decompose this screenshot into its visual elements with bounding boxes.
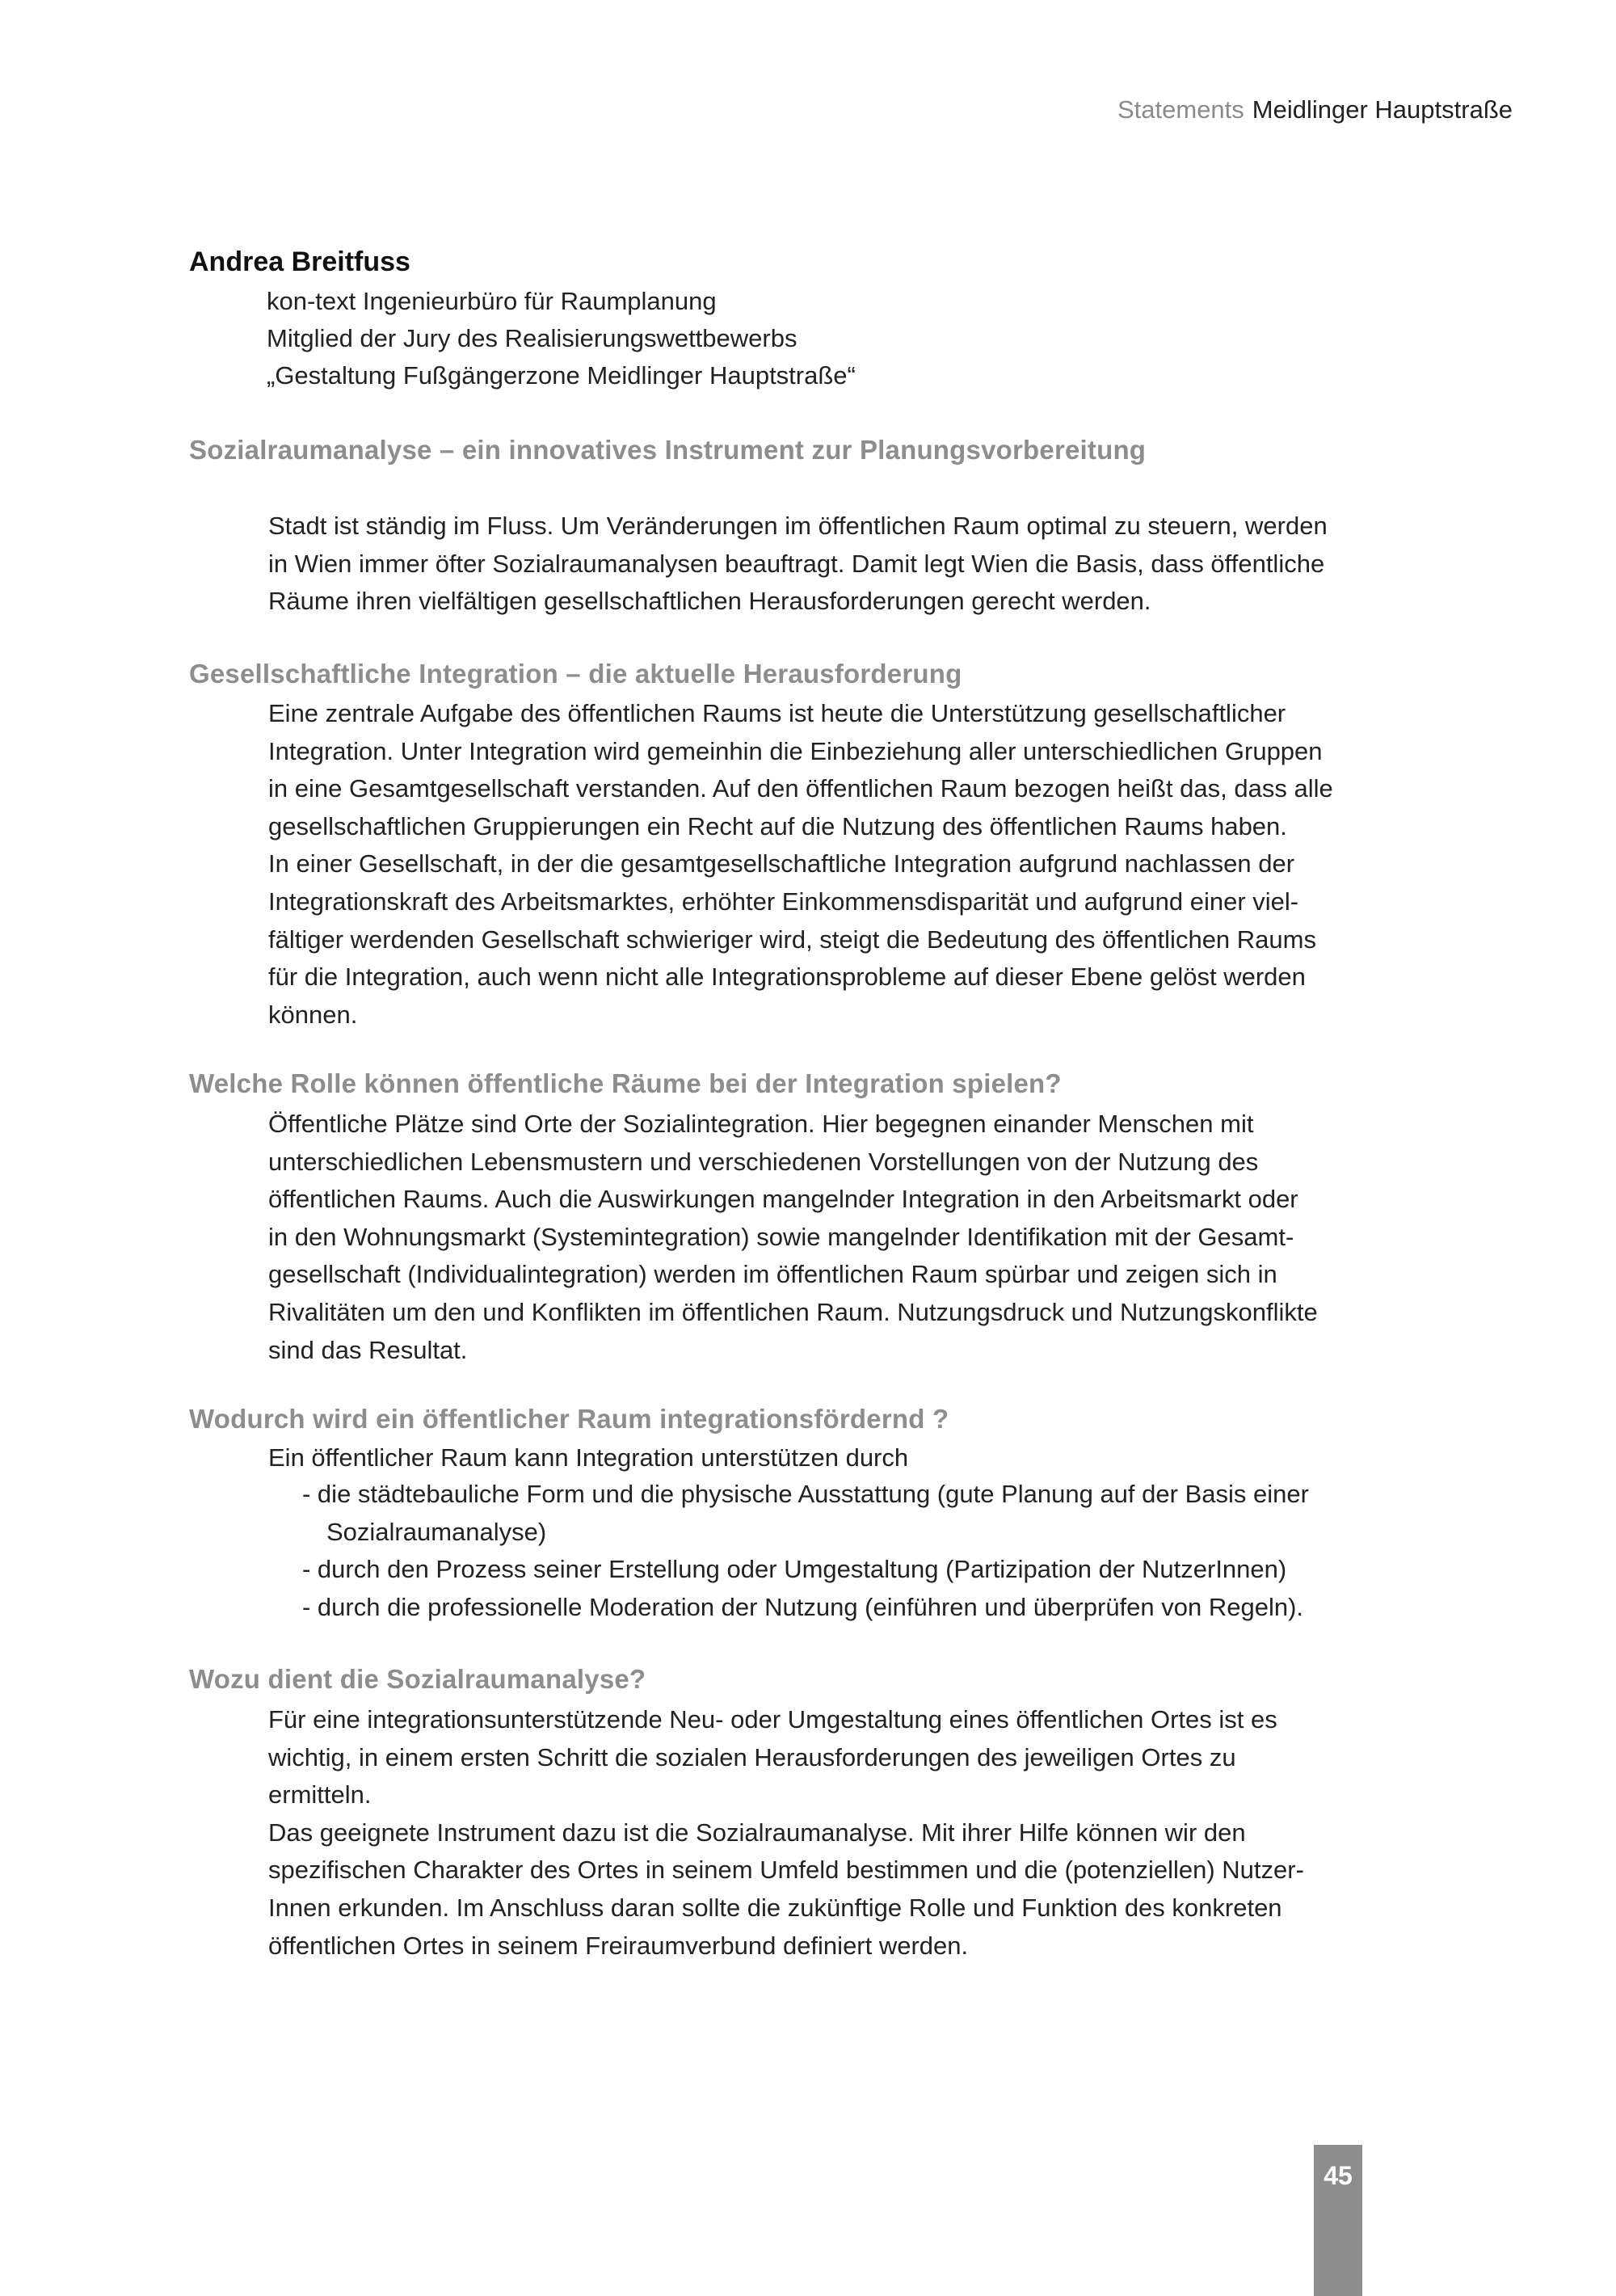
author-name: Andrea Breitfuss: [189, 246, 410, 277]
text-line: Stadt ist ständig im Fluss. Um Veränderungen im öffentlichen Raum optimal zu steuern, werden: [268, 512, 1328, 540]
text-line: Integrationskraft des Arbeitsmarktes, erhöhter Einkommensdisparität und aufgrund einer viel-: [268, 887, 1299, 916]
section-paragraph: [268, 1701, 1383, 1965]
section-paragraph: [268, 1439, 1383, 1477]
text-line: für die Integration, auch wenn nicht alle Integrationsprobleme auf dieser Ebene gelöst werden: [268, 963, 1306, 992]
text-line: Ein öffentlicher Raum kann Integration unterstützen durch: [268, 1443, 909, 1472]
page-number-tab: [1314, 2145, 1362, 2296]
affiliation-line: „Gestaltung Fußgängerzone Meidlinger Hauptstraße“: [267, 361, 856, 390]
section-heading: Gesellschaftliche Integration – die aktuelle Herausforderung: [189, 659, 962, 689]
text-line: Eine zentrale Aufgabe des öffentlichen Raums ist heute die Unterstützung gesellschaftlicher: [268, 699, 1286, 727]
text-line: in Wien immer öfter Sozialraumanalysen beauftragt. Damit legt Wien die Basis, dass öffentliche: [268, 549, 1325, 578]
bullet-item: - die städtebauliche Form und die physische Ausstattung (gute Planung auf der Basis einer: [302, 1480, 1309, 1508]
bullet-item: - durch den Prozess seiner Erstellung oder Umgestaltung (Partizipation der NutzerInnen): [302, 1555, 1287, 1584]
bullet-list: [302, 1476, 1309, 1626]
section-heading: Sozialraumanalyse – ein innovatives Instrument zur Planungsvorbereitung: [189, 435, 1147, 465]
text-line: Integration. Unter Integration wird gemeinhin die Einbeziehung aller unterschiedlichen Gruppen: [268, 736, 1323, 765]
text-line: Für eine integrationsunterstützende Neu- oder Umgestaltung eines öffentlichen Ortes ist es: [268, 1705, 1277, 1734]
text-line: spezifischen Charakter des Ortes in seinem Umfeld bestimmen und die (potenziellen) Nutzer-: [268, 1856, 1304, 1885]
text-line: Rivalitäten um den und Konflikten im öffentlichen Raum. Nutzungsdruck und Nutzungskonflikte: [268, 1297, 1318, 1326]
running-head: [1117, 95, 1513, 124]
text-line: in den Wohnungsmarkt (Systemintegration) sowie mangelnder Identifikation mit der Gesamt-: [268, 1222, 1294, 1251]
text-line: öffentlichen Raums. Auch die Auswirkungen mangelnder Integration in den Arbeitsmarkt oder: [268, 1185, 1298, 1214]
text-line: ermitteln.: [268, 1780, 372, 1809]
text-line: können.: [268, 1000, 358, 1029]
running-head-title: Meidlinger Hauptstraße: [1252, 95, 1513, 124]
text-line: Räume ihren vielfältigen gesellschaftlichen Herausforderungen gerecht werden.: [268, 587, 1151, 616]
bullet-item: - durch die professionelle Moderation der Nutzung (einführen und überprüfen von Regeln).: [302, 1592, 1304, 1621]
text-line: gesellschaft (Individualintegration) werden im öffentlichen Raum spürbar und zeigen sich in: [268, 1260, 1277, 1289]
section-heading: Wodurch wird ein öffentlicher Raum integrationsfördernd ?: [189, 1404, 949, 1434]
text-line: sind das Resultat.: [268, 1335, 468, 1364]
section-paragraph: [268, 508, 1383, 621]
text-line: unterschiedlichen Lebensmustern und verschiedenen Vorstellungen von der Nutzung des: [268, 1147, 1259, 1176]
text-line: gesellschaftlichen Gruppierungen ein Recht auf die Nutzung des öffentlichen Raums haben.: [268, 811, 1287, 840]
section-heading: Wozu dient die Sozialraumanalyse?: [189, 1664, 646, 1694]
text-line: In einer Gesellschaft, in der die gesamtgesellschaftliche Integration aufgrund nachlassen der: [268, 849, 1295, 878]
section-paragraph: [268, 695, 1383, 1034]
author-affiliation: [267, 283, 856, 394]
text-line: Öffentliche Plätze sind Orte der Sozialintegration. Hier begegnen einander Menschen mit: [268, 1110, 1254, 1138]
bullet-item-continuation: Sozialraumanalyse): [326, 1517, 547, 1546]
text-line: öffentlichen Ortes in seinem Freiraumverbund definiert werden.: [268, 1931, 969, 1960]
text-line: fältiger werdenden Gesellschaft schwieriger wird, steigt die Bedeutung des öffentlichen Raums: [268, 925, 1316, 954]
affiliation-line: kon-text Ingenieurbüro für Raumplanung: [267, 287, 717, 315]
section-heading: Welche Rolle können öffentliche Räume bei der Integration spielen?: [189, 1068, 1062, 1098]
text-line: in eine Gesamtgesellschaft verstanden. Auf den öffentlichen Raum bezogen heißt das, dass alle: [268, 774, 1333, 803]
page-number: 45: [1324, 2161, 1353, 2190]
text-line: Innen erkunden. Im Anschluss daran sollte die zukünftige Rolle und Funktion des konkreten: [268, 1893, 1282, 1922]
text-line: wichtig, in einem ersten Schritt die sozialen Herausforderungen des jeweiligen Ortes zu: [268, 1742, 1236, 1772]
running-head-section: Statements: [1117, 95, 1244, 124]
text-line: Das geeignete Instrument dazu ist die Sozialraumanalyse. Mit ihrer Hilfe können wir den: [268, 1818, 1246, 1847]
section-paragraph: [268, 1106, 1383, 1369]
affiliation-line: Mitglied der Jury des Realisierungswettbewerbs: [267, 324, 797, 352]
